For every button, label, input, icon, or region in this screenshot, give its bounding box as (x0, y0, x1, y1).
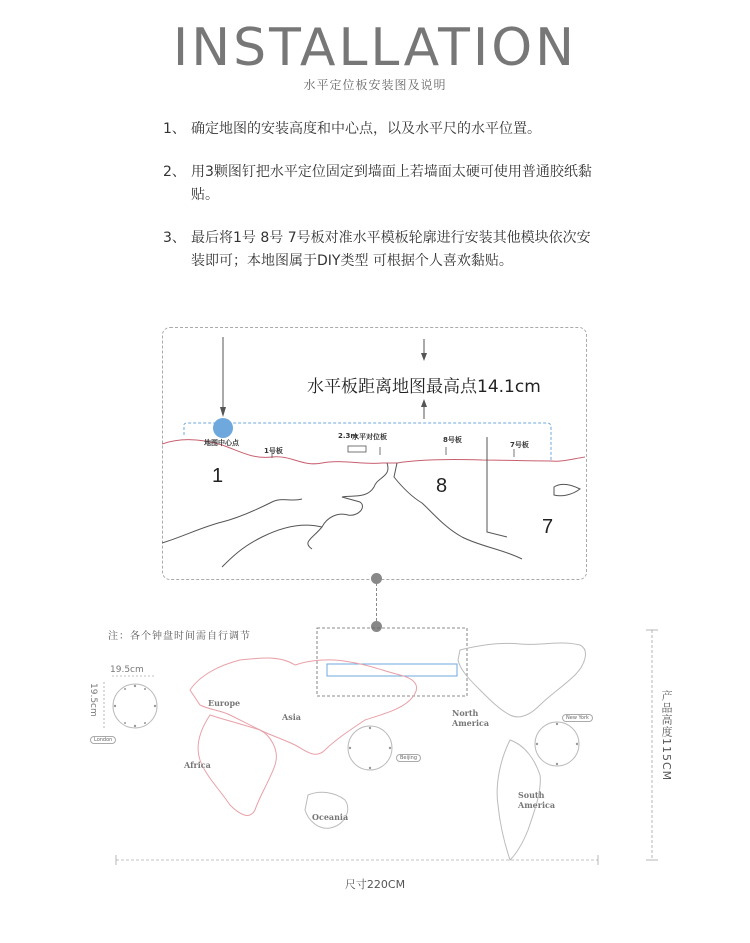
region-africa-label: Africa (184, 760, 211, 770)
step-number: 3、 (163, 230, 186, 246)
piece-1-label: 1 (212, 465, 224, 487)
distance-label: 水平板距离地图最高点14.1cm (307, 377, 541, 397)
height-dimension-label: 产品高度115CM (660, 690, 673, 782)
piece-8-label: 8 (436, 475, 448, 497)
clock-height-label: 19.5cm (88, 683, 98, 717)
page-title: INSTALLATION (172, 18, 578, 78)
scale-label: 2.3m (338, 432, 358, 440)
connector-line (376, 578, 377, 626)
step-text: 确定地图的安装高度和中心点，以及水平尺的水平位置。 (191, 121, 541, 137)
step-number: 1、 (163, 121, 186, 137)
step-item (163, 161, 603, 207)
step-text: 用3颗图钉把水平定位固定到墙面上若墙面太硬可使用普通胶纸黏贴。 (191, 164, 592, 203)
region-asia-label: Asia (282, 712, 301, 722)
region-oceania-label: Oceania (312, 812, 349, 822)
detail-diagram (162, 327, 585, 578)
board-8-small-label: 8号板 (443, 436, 462, 444)
width-dimension-label: 尺寸220CM (344, 878, 406, 891)
center-point-marker (213, 418, 233, 438)
city-newyork-tag: New York (562, 714, 593, 722)
region-south-america-label: South America (518, 790, 556, 810)
level-board-label: 水平对位板 (352, 433, 387, 441)
board-1-small-label: 1号板 (264, 447, 283, 455)
clock-beijing-icon (348, 726, 392, 770)
center-point-label: 地图中心点 (204, 439, 239, 447)
piece-7-label: 7 (542, 516, 554, 538)
clock-width-label: 19.5cm (110, 665, 144, 675)
city-beijing-tag: Beijing (396, 754, 421, 762)
step-number: 2、 (163, 164, 186, 180)
step-item (163, 227, 603, 273)
region-europe-label: Europe (208, 698, 241, 708)
board-7-small-label: 7号板 (510, 441, 529, 449)
city-london-tag: London (90, 736, 116, 744)
step-item (163, 118, 603, 141)
clock-note: 注：各个钟盘时间需自行调节 (108, 631, 251, 642)
world-map (80, 620, 680, 880)
clock-london-icon (113, 684, 157, 728)
clock-newyork-icon (535, 722, 579, 766)
instruction-steps (163, 118, 603, 293)
step-text: 最后将1号 8号 7号板对准水平模板轮廓进行安装其他模块依次安装即可；本地图属于DIY类型 可根据个人喜欢黏贴。 (191, 230, 591, 269)
region-north-america-label: North America (452, 708, 490, 728)
page-subtitle: 水平定位板安装图及说明 (303, 78, 447, 92)
